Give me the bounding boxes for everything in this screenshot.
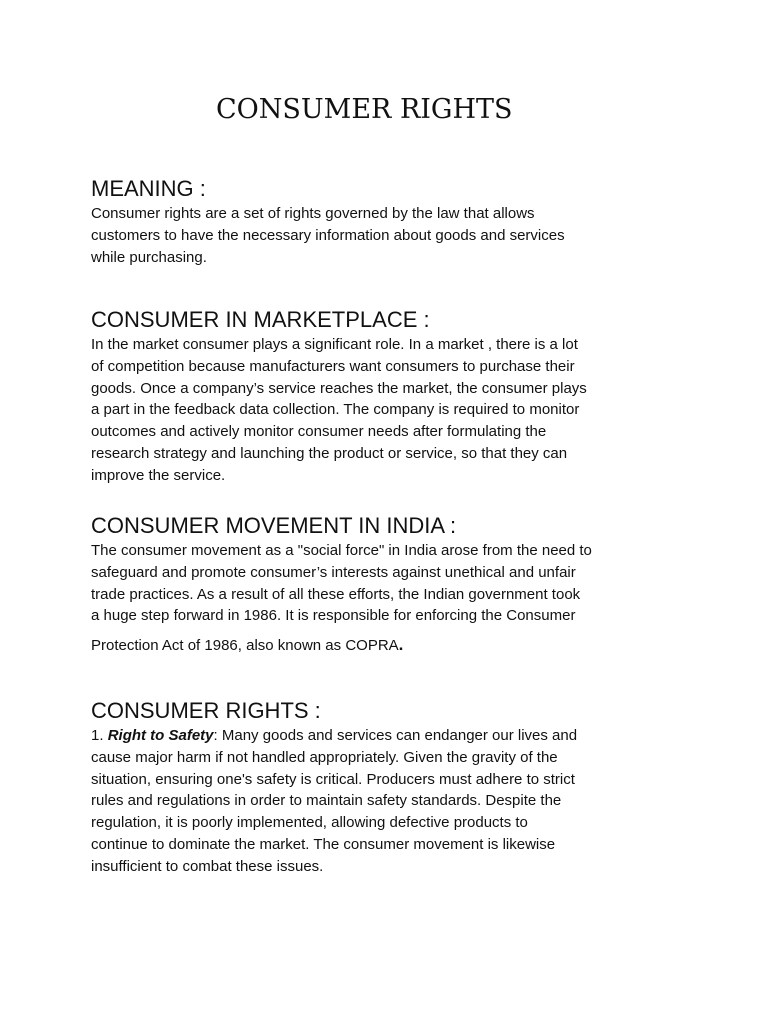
paragraph-line: of competition because manufacturers want consumers to purchase their (91, 357, 575, 375)
paragraph-line: outcomes and actively monitor consumer needs after formulating the (91, 423, 547, 441)
paragraph-line-text: Protection Act of 1986, also known as COPRA (91, 637, 399, 655)
section-paragraph (91, 725, 691, 878)
paragraph-line: trade practices. As a result of all these efforts, the Indian government took (91, 585, 581, 603)
document-title: CONSUMER RIGHTS (216, 94, 513, 125)
list-item-number: 1. (91, 727, 108, 744)
paragraph-line: customers to have the necessary information about goods and services (91, 226, 565, 244)
paragraph-line: situation, ensuring one's safety is critical. Producers must adhere to strict (91, 770, 575, 788)
section-heading: CONSUMER MOVEMENT IN INDIA : (91, 513, 457, 538)
paragraph-line-text: : Many goods and services can endanger our lives and (213, 727, 578, 744)
paragraph-line (91, 725, 691, 747)
paragraph-line: Consumer rights are a set of rights governed by the law that allows (91, 205, 535, 222)
section-heading: CONSUMER IN MARKETPLACE : (91, 307, 430, 332)
paragraph-line: safeguard and promote consumer’s interests against unethical and unfair (91, 563, 576, 581)
right-title: Right to Safety (107, 727, 214, 744)
paragraph-line: goods. Once a company’s service reaches the market, the consumer plays (91, 379, 587, 397)
section-paragraph (91, 203, 691, 268)
section-heading: MEANING : (91, 176, 206, 201)
period-mark: . (398, 635, 404, 655)
paragraph-line: cause major harm if not handled appropriately. Given the gravity of the (91, 748, 558, 766)
section-paragraph (91, 334, 691, 487)
paragraph-line (91, 634, 691, 657)
section-consumer-movement (91, 512, 691, 657)
section-meaning (91, 175, 691, 268)
paragraph-line: improve the service. (91, 466, 226, 484)
paragraph-line: research strategy and launching the product or service, so that they can (91, 444, 568, 462)
section-paragraph (91, 540, 691, 657)
paragraph-line: rules and regulations in order to maintain safety standards. Despite the (91, 792, 562, 810)
section-marketplace (91, 306, 691, 487)
paragraph-line: a part in the feedback data collection. The company is required to monitor (91, 401, 580, 419)
paragraph-line: The consumer movement as a "social force" in India arose from the need to (91, 542, 592, 559)
paragraph-line: insufficient to combat these issues. (91, 857, 324, 875)
section-heading: CONSUMER RIGHTS : (91, 698, 321, 723)
paragraph-line: In the market consumer plays a significant role. In a market , there is a lot (91, 336, 578, 353)
section-consumer-rights (91, 697, 691, 878)
paragraph-line: while purchasing. (91, 248, 207, 266)
paragraph-line: continue to dominate the market. The consumer movement is likewise (91, 835, 556, 853)
paragraph-line: a huge step forward in 1986. It is responsible for enforcing the Consumer (91, 607, 576, 625)
paragraph-line: regulation, it is poorly implemented, allowing defective products to (91, 814, 528, 832)
